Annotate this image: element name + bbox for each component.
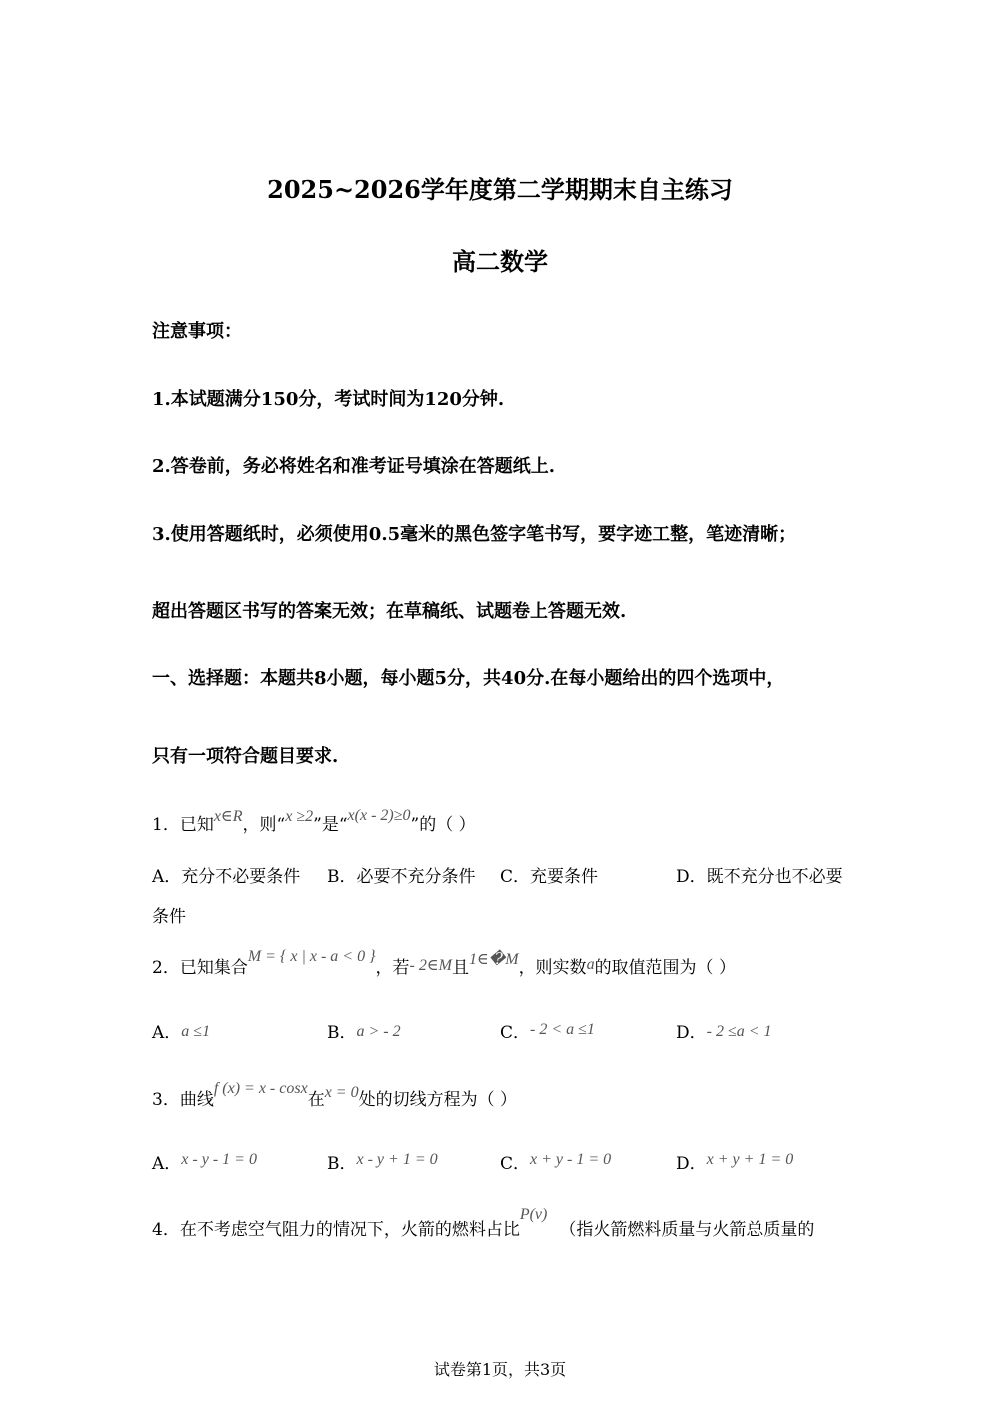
q2-option-c — [500, 1018, 595, 1043]
exam-subtitle: 高二数学 — [452, 247, 548, 276]
q2-option-d-math: - 2 ≤a < 1 — [706, 1023, 772, 1040]
q2-option-c-math: - 2 < a ≤1 — [530, 1021, 595, 1038]
q1-option-a: A．充分不必要条件 — [152, 867, 301, 887]
q3-option-b-label: B． — [327, 1154, 357, 1174]
q2-text-5: 的取值范围为（ ） — [594, 958, 736, 978]
q3-option-d-label: D． — [676, 1154, 707, 1174]
q3-option-a-math: x - y - 1 = 0 — [181, 1151, 257, 1168]
q2-text-2: ，若 — [375, 958, 410, 978]
q1-option-b: B．必要不充分条件 — [327, 867, 476, 887]
q2-math-1-not-in-m: 1∈�M — [468, 951, 519, 968]
q2-option-c-label: C． — [500, 1023, 531, 1043]
q3-option-c-label: C． — [500, 1154, 531, 1174]
q3-option-d — [676, 1149, 793, 1174]
page-footer: 试卷第1页，共3页 — [433, 1360, 567, 1379]
question-1-stem — [152, 807, 476, 835]
q2-option-b-math: a > - 2 — [356, 1023, 401, 1040]
q3-option-c-math: x + y - 1 = 0 — [530, 1151, 612, 1168]
q2-math-set-m: M = { x | x - a < 0 } — [247, 948, 376, 965]
q4-math-p-of-v: P(v) — [519, 1206, 548, 1223]
q1-option-d-continued: 条件 — [152, 907, 186, 927]
q3-math-x-eq-0: x = 0 — [324, 1084, 359, 1101]
q2-option-a-math: a ≤1 — [181, 1023, 211, 1040]
q3-option-b — [327, 1149, 438, 1174]
section-heading-line-2: 只有一项符合题目要求. — [152, 746, 339, 767]
q1-text-4: ”的（ ） — [410, 815, 476, 835]
q1-option-d: D．既不充分也不必要 — [676, 867, 843, 887]
q2-option-d — [676, 1018, 772, 1043]
q1-text-1: 1．已知 — [152, 815, 214, 835]
q2-text-4: ，则实数 — [518, 958, 587, 978]
q3-text-1: 3．曲线 — [152, 1090, 214, 1110]
q3-text-2: 在 — [307, 1090, 325, 1110]
q1-math-inequality: x(x - 2)≥0 — [347, 807, 411, 824]
q2-option-a — [152, 1018, 210, 1043]
section-heading-line-1: 一、选择题：本题共8小题，每小题5分，共40分.在每小题给出的四个选项中， — [152, 668, 785, 689]
q2-option-b-label: B． — [327, 1023, 357, 1043]
q3-math-function: f (x) = x - cosx — [213, 1080, 308, 1097]
q1-math-x-ge-2: x ≥2 — [285, 808, 314, 825]
q2-math-a: a — [586, 956, 595, 973]
q4-text-2: （指火箭燃料质量与火箭总质量的 — [559, 1220, 815, 1240]
q1-text-2: ，则“ — [242, 815, 286, 835]
q1-option-c: C．充要条件 — [500, 867, 599, 887]
question-4-stem — [152, 1206, 815, 1240]
question-2-stem — [152, 948, 736, 978]
note-item-4: 超出答题区书写的答案无效；在草稿纸、试题卷上答题无效. — [152, 601, 627, 622]
q4-text-1: 4．在不考虑空气阻力的情况下，火箭的燃料占比 — [152, 1220, 520, 1240]
q3-option-a — [152, 1149, 257, 1174]
q3-option-b-math: x - y + 1 = 0 — [356, 1151, 438, 1168]
q1-text-3: ”是“ — [313, 815, 348, 835]
q3-option-c — [500, 1149, 611, 1174]
q2-option-d-label: D． — [676, 1023, 707, 1043]
q2-option-a-label: A． — [152, 1023, 182, 1043]
q3-option-d-math: x + y + 1 = 0 — [706, 1151, 794, 1168]
exam-title: 2025~2026学年度第二学期期末自主练习 — [267, 175, 733, 204]
question-3-stem — [152, 1080, 517, 1110]
q3-text-3: 处的切线方程为（ ） — [358, 1090, 517, 1110]
note-item-1: 1.本试题满分150分，考试时间为120分钟. — [152, 389, 505, 410]
q2-text-3: 且 — [451, 958, 469, 978]
q3-option-a-label: A． — [152, 1154, 182, 1174]
note-item-2: 2.答卷前，务必将姓名和准考证号填涂在答题纸上. — [152, 456, 556, 477]
q1-math-x-in-r: x∈R — [213, 808, 243, 825]
q2-text-1: 2．已知集合 — [152, 958, 248, 978]
q2-math-neg2-in-m: - 2∈M — [409, 957, 452, 974]
q2-option-b — [327, 1018, 401, 1043]
notes-heading: 注意事项： — [152, 321, 242, 342]
note-item-3: 3.使用答题纸时，必须使用0.5毫米的黑色签字笔书写，要字迹工整，笔迹清晰； — [152, 524, 797, 545]
